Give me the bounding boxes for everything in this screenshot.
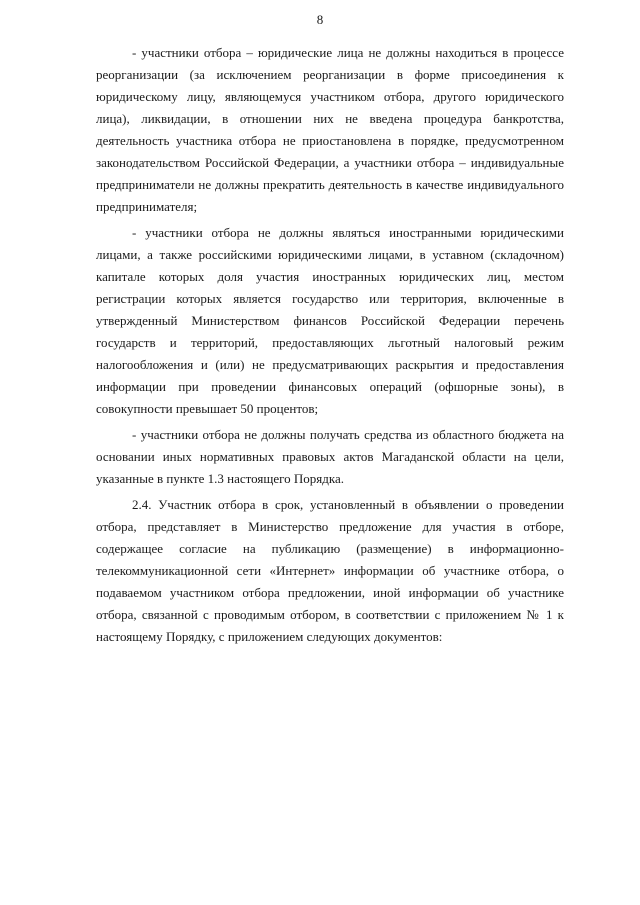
paragraph-section-2-4: 2.4. Участник отбора в срок, установленный в объявлении о проведении отбора, представляет в Министерство предложение для участия в отборе, содержащее согласие на публикацию (размещение) в информационно-телекоммуникационной сети «Интернет» информации об участнике отбора, о подаваемом участником отбора предложении, иной информации об участнике отбора, связанной с проводимым отбором, в соответствии с приложением № 1 к настоящему Порядку, с приложением следующих документов: [96,497,564,644]
page-number: 8 [316,12,324,27]
paragraph-regional-budget-requirement: - участники отбора не должны получать средства из областного бюджета на основании иных нормативных правовых актов Магаданской области на цели, указанные в пункте 1.3 настоящего Порядка. [96,427,564,486]
paragraph-reorganization-requirement: - участники отбора – юридические лица не должны находиться в процессе реорганизации (за исключением реорганизации в форме присоединения к юридическому лицу, являющемуся участником отбора, другого юридического лица), ликвидации, в отношении них не введена процедура банкротства, деятельность участника отбора не приостановлена в порядке, предусмотренном законодательством Российской Федерации, а участники отбора – индивидуальные предприниматели не должны прекратить деятельность в качестве индивидуального предпринимателя; [96,45,564,214]
document-body [96,42,564,652]
paragraph-foreign-entity-requirement: - участники отбора не должны являться иностранными юридическими лицами, а также российскими юридическими лицами, в уставном (складочном) капитале которых доля участия иностранных юридических лиц, местом регистрации которых является государство или территория, включенные в утвержденный Министерством финансов Российской Федерации перечень государств и территорий, предоставляющих льготный налоговый режим налогообложения и (или) не предусматривающих раскрытия и предоставления информации при проведении финансовых операций (офшорные зоны), в совокупности превышает 50 процентов; [96,225,564,416]
